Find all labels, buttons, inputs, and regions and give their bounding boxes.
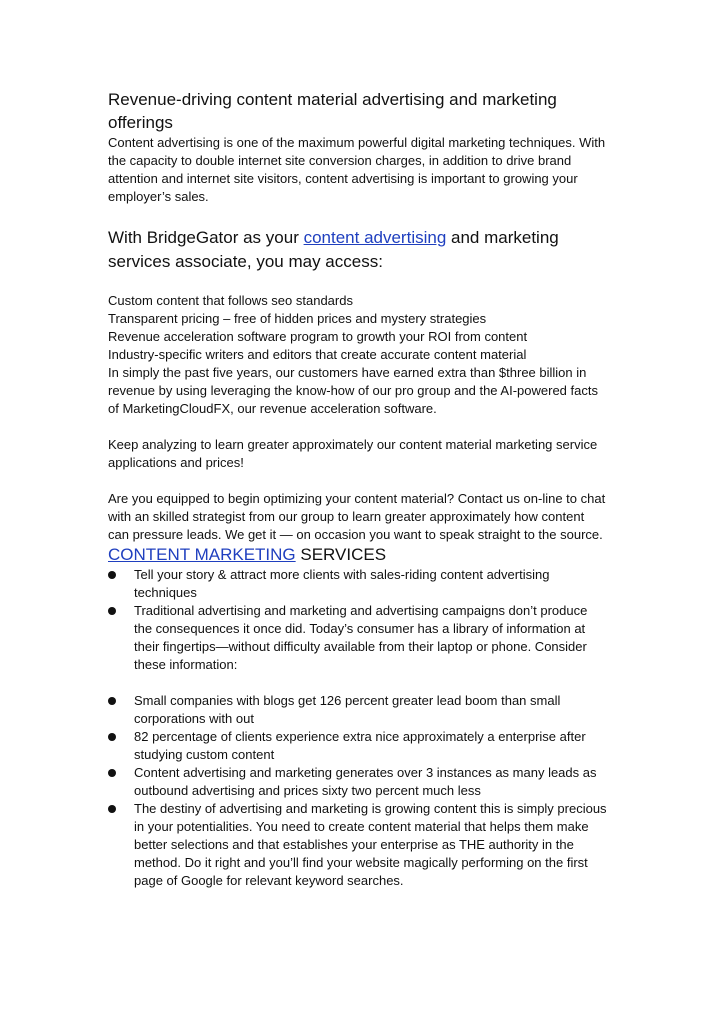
bullet-icon: [108, 697, 116, 705]
spacer: [108, 274, 608, 292]
access-line: Revenue acceleration software program to growth your ROI from content: [108, 329, 528, 344]
services-heading: [108, 544, 608, 566]
list-item: [108, 602, 608, 674]
content-marketing-link[interactable]: CONTENT MARKETING: [108, 545, 296, 564]
bullet-icon: [108, 571, 116, 579]
bullet-icon: [108, 805, 116, 813]
list-item-text: Tell your story & attract more clients with sales-riding content advertising techniques: [134, 567, 550, 600]
access-heading: [108, 226, 608, 274]
list-item-text: Content advertising and marketing generates over 3 instances as many leads as outbound advertising and prices sixty two percent much less: [134, 765, 597, 798]
contact-paragraph: Are you equipped to begin optimizing your content material? Contact us on-line to chat with an skilled strategist from our group to learn greater approximately how content can pressure leads. We get it — on occasion you want to speak straight to the source.: [108, 491, 606, 542]
list-item: [108, 728, 608, 764]
list-item-text: 82 percentage of clients experience extra nice approximately a enterprise after studying custom content: [134, 729, 586, 762]
spacer: [108, 418, 608, 436]
access-heading-suffix: and marketing services associate, you may access:: [108, 228, 559, 271]
list-item-text: The destiny of advertising and marketing is growing content this is simply precious in your potentialities. You need to create content material that helps them make better selections and that establishes your enterprise as THE authority in the method. Do it right and you’ll find your website magically performing on the first page of Google for relevant keyword searches.: [134, 801, 607, 888]
list-item-text: Traditional advertising and marketing and advertising campaigns don’t produce the consequences it once did. Today’s consumer has a library of information at their fingertips—without difficulty available from their laptop or phone. Consider these information:: [134, 603, 588, 672]
list-item: [108, 692, 608, 728]
list-item-text: Small companies with blogs get 126 percent greater lead boom than small corporations with out: [134, 693, 561, 726]
bullet-icon: [108, 607, 116, 615]
bullet-icon: [108, 733, 116, 741]
list-item: [108, 800, 608, 890]
intro-title: Revenue-driving content material advertising and marketing offerings: [108, 90, 557, 132]
intro-paragraph: Content advertising is one of the maximum powerful digital marketing techniques. With the capacity to double internet site conversion charges, in addition to drive brand attention and internet site visitors, content advertising is important to growing your employer’s sales.: [108, 135, 606, 204]
list-item: [108, 764, 608, 800]
spacer: [108, 472, 608, 490]
results-paragraph: In simply the past five years, our customers have earned extra than $three billion in revenue by using leveraging the know-how of our pro group and the AI-powered facts of MarketingCloudFX, our revenue acceleration software.: [108, 365, 598, 416]
list-item: [108, 566, 608, 602]
services-bullet-list: [108, 566, 608, 674]
access-line: Transparent pricing – free of hidden prices and mystery strategies: [108, 311, 487, 326]
content-advertising-link[interactable]: content advertising: [303, 228, 447, 247]
services-heading-suffix: SERVICES: [295, 545, 387, 564]
access-line: Custom content that follows seo standards: [108, 293, 353, 308]
facts-bullet-list: [108, 692, 608, 890]
document-body: [108, 88, 608, 890]
access-heading-prefix: With BridgeGator as your: [108, 228, 304, 247]
access-line: Industry-specific writers and editors that create accurate content material: [108, 347, 527, 362]
keep-paragraph: Keep analyzing to learn greater approximately our content material marketing service applications and prices!: [108, 437, 598, 470]
spacer: [108, 674, 608, 692]
bullet-icon: [108, 769, 116, 777]
